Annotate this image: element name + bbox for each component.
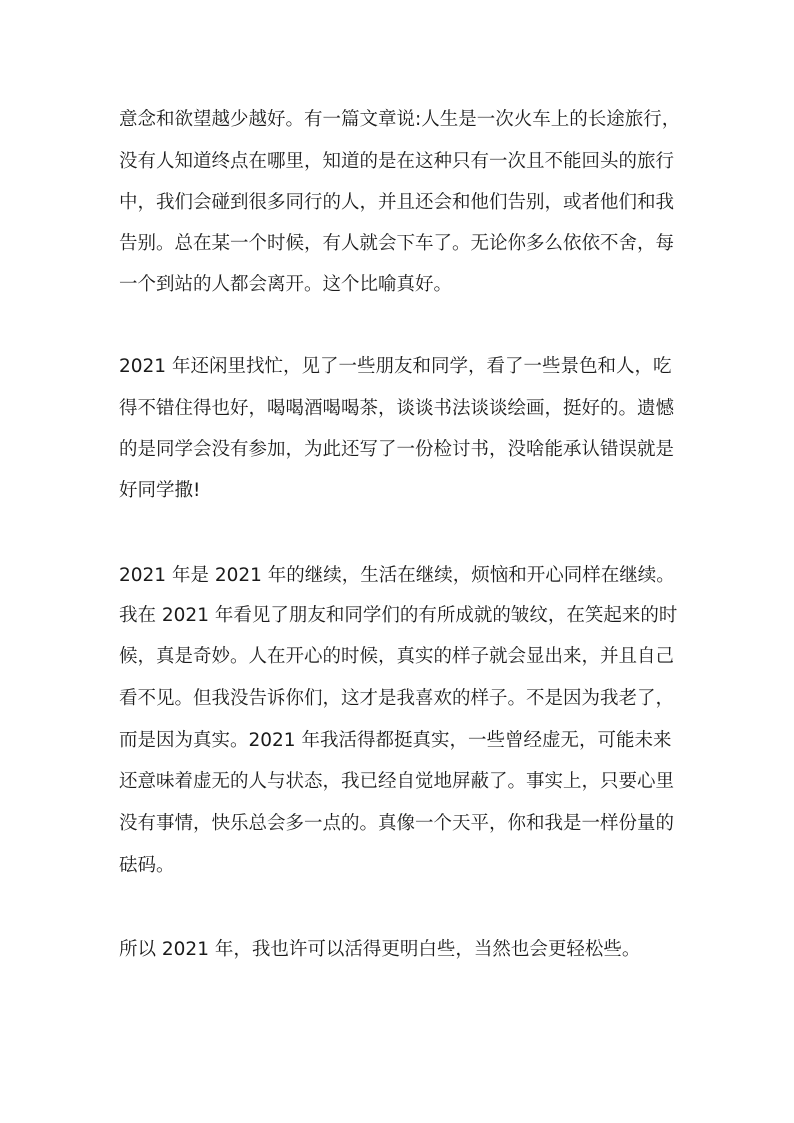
paragraph-3-line-3: 候，真是奇妙。人在开心的时候，真实的样子就会显出来，并且自己 <box>119 646 675 667</box>
paragraph-3-line-1: 2021 年是 2021 年的继续，生活在继续，烦恼和开心同样在继续。 <box>119 565 675 586</box>
paragraph-1-line-1: 意念和欲望越少越好。有一篇文章说:人生是一次火车上的长途旅行， <box>119 109 681 130</box>
paragraph-4-line-1: 所以 2021 年，我也许可以活得更明白些，当然也会更轻松些。 <box>119 939 641 960</box>
paragraph-2-line-1: 2021 年还闲里找忙，见了一些朋友和同学，看了一些景色和人，吃 <box>119 356 672 377</box>
paragraph-3-line-7: 没有事情，快乐总会多一点的。真像一个天平，你和我是一样份量的 <box>119 813 675 834</box>
paragraph-1-line-2: 没有人知道终点在哪里，知道的是在这种只有一次且不能回头的旅行 <box>119 151 675 172</box>
paragraph-3-line-6: 还意味着虚无的人与状态，我已经自觉地屏蔽了。事实上，只要心里 <box>119 771 675 792</box>
paragraph-3-line-4: 看不见。但我没告诉你们，这才是我喜欢的样子。不是因为我老了， <box>119 688 675 709</box>
paragraph-2-line-2: 得不错住得也好，喝喝酒喝喝茶，谈谈书法谈谈绘画，挺好的。遗憾 <box>119 398 675 419</box>
paragraph-2-line-3: 的是同学会没有参加，为此还写了一份检讨书，没啥能承认错误就是 <box>119 439 675 460</box>
paragraph-1-line-4: 告别。总在某一个时候，有人就会下车了。无论你多么依依不舍，每 <box>119 233 675 254</box>
paragraph-1-line-5: 一个到站的人都会离开。这个比喻真好。 <box>119 274 453 295</box>
paragraph-3-line-2: 我在 2021 年看见了朋友和同学们的有所成就的皱纹，在笑起来的时 <box>119 605 678 626</box>
paragraph-3-line-5: 而是因为真实。2021 年我活得都挺真实，一些曾经虚无，可能未来 <box>119 730 672 751</box>
paragraph-1-line-3: 中，我们会碰到很多同行的人，并且还会和他们告别，或者他们和我 <box>119 192 675 213</box>
paragraph-2-line-4: 好同学撒! <box>119 480 201 501</box>
paragraph-3-line-8: 砝码。 <box>119 855 175 876</box>
